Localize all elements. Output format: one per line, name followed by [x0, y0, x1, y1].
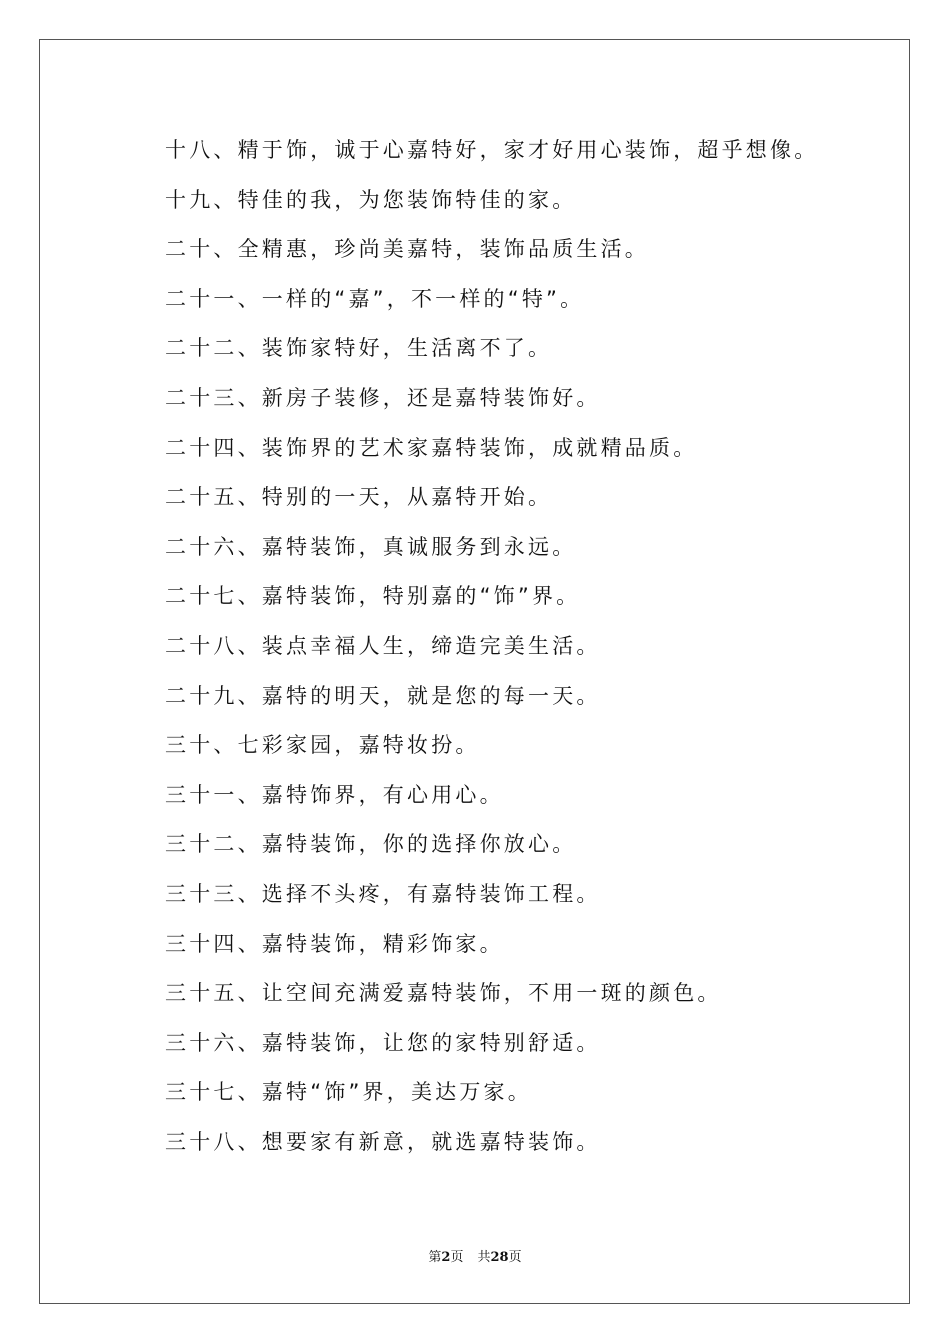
text-line-35: 三十五、让空间充满爱嘉特装饰，不用一斑的颜色。: [165, 981, 722, 1006]
total-pages: 28: [490, 1250, 509, 1265]
text-line-38: 三十八、想要家有新意，就选嘉特装饰。: [165, 1129, 601, 1154]
text-line-28: 二十八、装点幸福人生，缔造完美生活。: [165, 633, 601, 658]
document-body: [165, 126, 865, 1167]
text-line-21: 二十一、一样的“嘉”，不一样的“特”。: [165, 286, 585, 311]
text-line-27: 二十七、嘉特装饰，特别嘉的“饰”界。: [165, 584, 581, 609]
text-line-18: 十八、精于饰，诚于心嘉特好，家才好用心装饰，超乎想像。: [165, 138, 819, 162]
total-suffix: 页: [508, 1250, 522, 1265]
page-suffix: 页: [450, 1250, 464, 1265]
text-line-22: 二十二、装饰家特好，生活离不了。: [165, 336, 553, 361]
page-footer: [0, 1246, 950, 1265]
text-line-26: 二十六、嘉特装饰，真诚服务到永远。: [165, 534, 577, 559]
text-line-34: 三十四、嘉特装饰，精彩饰家。: [165, 931, 504, 956]
text-line-36: 三十六、嘉特装饰，让您的家特别舒适。: [165, 1030, 601, 1055]
text-line-23: 二十三、新房子装修，还是嘉特装饰好。: [165, 385, 601, 410]
text-line-31: 三十一、嘉特饰界，有心用心。: [165, 782, 504, 807]
text-line-32: 三十二、嘉特装饰，你的选择你放心。: [165, 832, 577, 857]
text-line-30: 三十、七彩家园，嘉特妆扮。: [165, 733, 480, 758]
text-line-29: 二十九、嘉特的明天，就是您的每一天。: [165, 683, 601, 708]
total-prefix: 共: [477, 1250, 491, 1265]
page-number: 2: [441, 1250, 451, 1265]
text-line-20: 二十、全精惠，珍尚美嘉特，装饰品质生活。: [165, 237, 649, 262]
text-line-24: 二十四、装饰界的艺术家嘉特装饰，成就精品质。: [165, 435, 698, 460]
text-line-25: 二十五、特别的一天，从嘉特开始。: [165, 485, 553, 510]
page-prefix: 第: [428, 1250, 442, 1265]
text-line-37: 三十七、嘉特“饰”界，美达万家。: [165, 1080, 532, 1105]
text-line-19: 十九、特佳的我，为您装饰特佳的家。: [165, 187, 577, 212]
text-line-33: 三十三、选择不头疼，有嘉特装饰工程。: [165, 881, 601, 906]
